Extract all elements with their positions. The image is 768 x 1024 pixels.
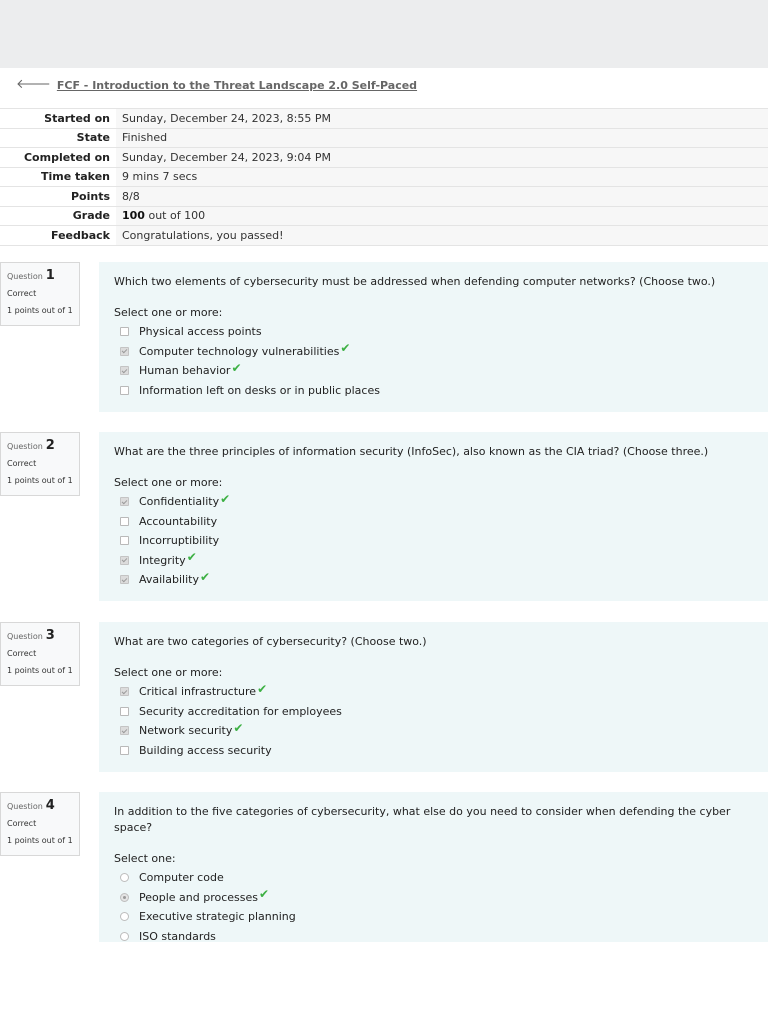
answer-option[interactable] [114, 868, 753, 888]
answer-prompt: Select one or more: [114, 666, 223, 679]
question-text: What are the three principles of information security (InfoSec), also known as the CIA triad? (Choose three.) [114, 445, 709, 458]
option-label: ISO standards [139, 929, 216, 943]
question-status: Correct [7, 289, 37, 298]
grade-score: 100 [122, 209, 145, 223]
summary-value: 9 mins 7 secs [116, 167, 768, 187]
option-label: Security accreditation for employees [139, 704, 342, 718]
option-label: Executive strategic planning [139, 910, 296, 924]
grade-suffix: out of 100 [148, 209, 206, 223]
summary-row-completed [0, 148, 768, 168]
radio-button[interactable] [120, 932, 129, 941]
answer-prompt: Select one or more: [114, 476, 223, 489]
checkbox-checked[interactable] [120, 687, 129, 696]
summary-row-feedback [0, 226, 768, 246]
summary-row-time [0, 167, 768, 187]
question-label: Question [7, 802, 43, 811]
question-number: 1 [45, 268, 55, 283]
checkmark-icon: ✔ [220, 491, 231, 506]
option-label: Human behavior [139, 364, 231, 378]
question-info [0, 622, 80, 686]
checkbox-checked[interactable] [120, 366, 129, 375]
summary-label: Points [0, 187, 116, 207]
summary-value: Finished [116, 128, 768, 148]
checkbox[interactable] [120, 327, 129, 336]
question-number: 4 [45, 798, 55, 813]
question-label: Question [7, 632, 43, 641]
checkmark-icon: ✔ [231, 360, 242, 375]
checkbox[interactable] [120, 707, 129, 716]
question-text: In addition to the five categories of cybersecurity, what else do you need to consider when defending the cyber space? [114, 805, 731, 834]
checkbox[interactable] [120, 536, 129, 545]
checkmark-icon: ✔ [199, 569, 211, 584]
answer-option[interactable] [114, 888, 753, 908]
summary-row-state [0, 128, 768, 148]
answer-prompt: Select one or more: [114, 306, 223, 319]
checkbox[interactable] [120, 746, 129, 755]
answer-option[interactable] [114, 531, 753, 551]
option-label: People and processes [139, 890, 259, 904]
summary-label: Time taken [0, 167, 116, 187]
question-status: Correct [7, 459, 37, 468]
summary-value: 8/8 [116, 187, 768, 207]
checkbox-checked[interactable] [120, 726, 129, 735]
answer-option[interactable] [114, 570, 753, 590]
option-label: Confidentiality [139, 495, 220, 509]
answer-option[interactable] [114, 551, 753, 571]
radio-button[interactable] [120, 912, 129, 921]
course-link[interactable]: FCF - Introduction to the Threat Landscape 2.0 Self-Paced [56, 78, 418, 92]
summary-row-points [0, 187, 768, 207]
answer-option[interactable] [114, 721, 753, 741]
checkmark-icon: ✔ [259, 887, 270, 902]
summary-value: Sunday, December 24, 2023, 8:55 PM [116, 109, 768, 129]
option-label: Integrity [139, 553, 186, 567]
question-number: 2 [45, 438, 55, 453]
question-content [99, 432, 768, 601]
question-number: 3 [45, 628, 55, 643]
question-info [0, 792, 80, 856]
question-info [0, 432, 80, 496]
question-info [0, 262, 80, 326]
question-points: 1 points out of 1 [7, 476, 73, 485]
option-label: Computer code [139, 871, 224, 885]
attempt-summary [0, 108, 768, 246]
answer-prompt: Select one: [114, 852, 176, 865]
breadcrumb [16, 78, 417, 92]
answer-option[interactable] [114, 741, 753, 761]
question-points: 1 points out of 1 [7, 306, 73, 315]
answer-option[interactable] [114, 682, 753, 702]
checkbox-checked[interactable] [120, 347, 129, 356]
option-label: Network security [139, 724, 233, 738]
checkbox-checked[interactable] [120, 575, 129, 584]
checkbox-checked[interactable] [120, 497, 129, 506]
checkbox[interactable] [120, 386, 129, 395]
question-points: 1 points out of 1 [7, 666, 73, 675]
summary-label: State [0, 128, 116, 148]
answer-option[interactable] [114, 907, 753, 927]
option-label: Computer technology vulnerabilities [139, 344, 340, 358]
checkmark-icon: ✔ [340, 341, 351, 356]
checkbox-checked[interactable] [120, 556, 129, 565]
question-label: Question [7, 442, 43, 451]
summary-value: Congratulations, you passed! [116, 226, 768, 246]
answer-option[interactable] [114, 361, 753, 381]
question-status: Correct [7, 819, 37, 828]
arrow-left-icon: 🡐 [16, 77, 51, 92]
question-content [99, 262, 768, 412]
summary-label: Feedback [0, 226, 116, 246]
question-text: What are two categories of cybersecurity? (Choose two.) [114, 635, 427, 648]
option-label: Information left on desks or in public places [139, 383, 380, 397]
summary-label: Completed on [0, 148, 116, 168]
summary-value [116, 206, 768, 226]
summary-value: Sunday, December 24, 2023, 9:04 PM [116, 148, 768, 168]
checkbox[interactable] [120, 517, 129, 526]
radio-button[interactable] [120, 873, 129, 882]
question-status: Correct [7, 649, 37, 658]
answer-option[interactable] [114, 381, 753, 401]
option-label: Physical access points [139, 325, 262, 339]
checkmark-icon: ✔ [186, 550, 197, 565]
option-label: Critical infrastructure [139, 685, 257, 699]
option-label: Incorruptibility [139, 534, 220, 548]
checkmark-icon: ✔ [257, 681, 268, 696]
summary-row-grade [0, 206, 768, 226]
option-label: Accountability [139, 514, 218, 528]
answer-option[interactable] [114, 512, 753, 532]
answer-option[interactable] [114, 322, 753, 342]
top-banner [0, 0, 768, 68]
answer-option[interactable] [114, 702, 753, 722]
answer-option[interactable] [114, 492, 753, 512]
question-content [99, 792, 768, 942]
checkmark-icon: ✔ [233, 720, 244, 735]
summary-row-started [0, 109, 768, 129]
option-label: Availability [139, 573, 199, 587]
question-text: Which two elements of cybersecurity must be addressed when defending computer networks? (Choose two.) [114, 275, 716, 288]
question-points: 1 points out of 1 [7, 836, 73, 845]
radio-button-selected[interactable] [120, 893, 129, 902]
answer-option[interactable] [114, 927, 753, 947]
summary-label: Grade [0, 206, 116, 226]
question-content [99, 622, 768, 772]
answer-option[interactable] [114, 342, 753, 362]
question-label: Question [7, 272, 43, 281]
summary-label: Started on [0, 109, 116, 129]
option-label: Building access security [139, 743, 272, 757]
